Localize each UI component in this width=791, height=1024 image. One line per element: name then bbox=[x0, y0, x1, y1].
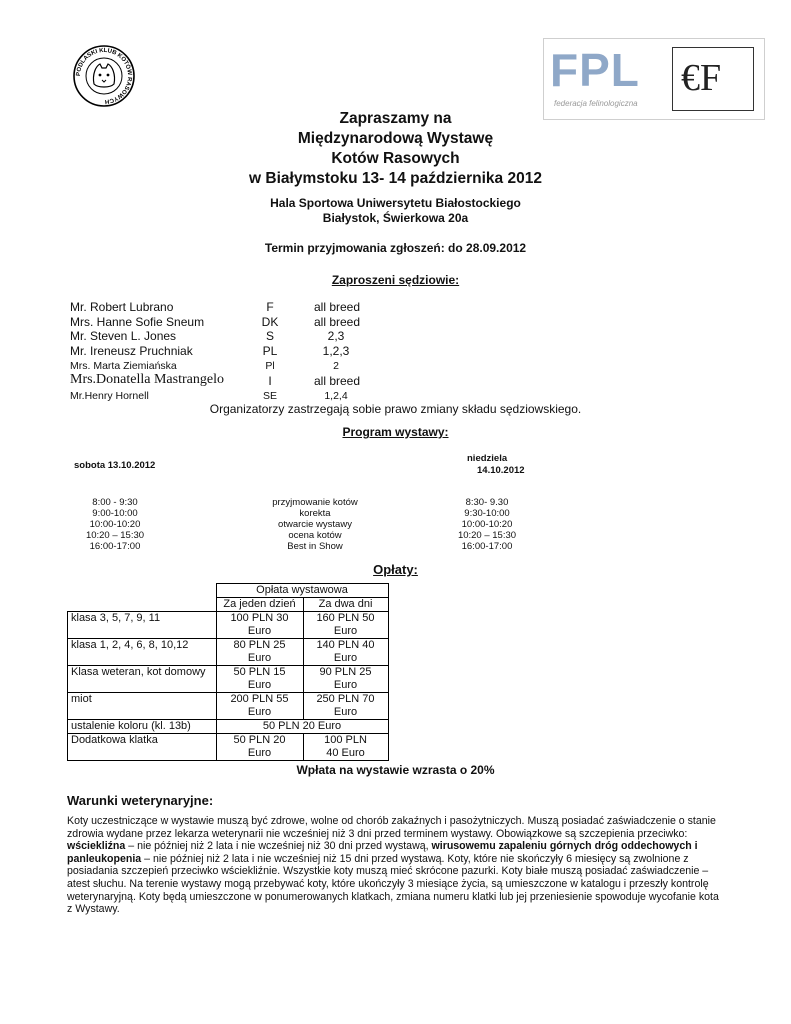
fee-one-day-unit: Euro bbox=[247, 679, 272, 691]
fee-one-day: 200 PLN 55 bbox=[230, 693, 289, 705]
judge-name-4: Mr. Ireneusz Pruchniak bbox=[70, 344, 193, 358]
fee-color-value: 50 PLN 20 Euro bbox=[216, 720, 388, 734]
fee-two-days: 140 PLN 40 bbox=[316, 639, 375, 651]
program-day2-line2: 14.10.2012 bbox=[477, 465, 525, 476]
svg-text:PODLASKI KLUB KOTÓW RASOWYCH bbox=[76, 48, 133, 104]
fee-two-days: 160 PLN 50 bbox=[316, 612, 375, 624]
program-sat-1: 8:00 - 9:30 bbox=[92, 497, 138, 508]
judge-breeds-3: 2,3 bbox=[327, 329, 345, 343]
club-logo bbox=[72, 44, 136, 108]
fees-col-one: Za jeden dzień bbox=[216, 598, 303, 612]
table-row bbox=[68, 639, 389, 666]
judge-breeds-4: 1,2,3 bbox=[322, 344, 350, 358]
vet-text bbox=[67, 815, 727, 916]
program-heading: Program wystawy: bbox=[342, 425, 449, 439]
fees-header: Opłata wystawowa bbox=[216, 584, 388, 598]
judge-country-4: PL bbox=[262, 344, 278, 358]
fee-label: miot bbox=[68, 693, 217, 720]
judges-note: Organizatorzy zastrzegają sobie prawo zmiany składu sędziowskiego. bbox=[209, 402, 582, 416]
fee-two-days-unit: Euro bbox=[333, 652, 358, 664]
title-line-3: Kotów Rasowych bbox=[331, 150, 460, 167]
vet-text-part-2: – nie później niż 2 lata i nie wcześniej niż 30 dni przed wystawą, bbox=[125, 840, 432, 853]
judge-name-1: Mr. Robert Lubrano bbox=[70, 300, 174, 314]
venue-line-1: Hala Sportowa Uniwersytetu Białostockiego bbox=[270, 196, 521, 210]
fees-col-two: Za dwa dni bbox=[303, 598, 388, 612]
fee-one-day-unit: Euro bbox=[247, 706, 272, 718]
fee-two-days-unit: 40 Euro bbox=[326, 747, 365, 759]
program-sun-1: 8:30- 9.30 bbox=[465, 497, 509, 508]
fee-two-days-unit: Euro bbox=[333, 706, 358, 718]
program-sat-4: 10:20 – 15:30 bbox=[85, 530, 145, 541]
judge-breeds-6: all breed bbox=[314, 374, 361, 388]
fees-table bbox=[67, 583, 389, 761]
fee-one-day: 50 PLN 15 bbox=[233, 666, 286, 678]
fpl-logo-sub: federacja felinologiczna bbox=[554, 99, 638, 108]
fee-label: Klasa weteran, kot domowy bbox=[68, 666, 217, 693]
fee-two-days: 250 PLN 70 bbox=[316, 693, 375, 705]
club-logo-text: PODLASKI KLUB KOTÓW RASOWYCH bbox=[75, 47, 133, 105]
fee-label: ustalenie koloru (kl. 13b) bbox=[68, 720, 217, 734]
fee-one-day: 100 PLN 30 bbox=[230, 612, 289, 624]
fee-increase: Wpłata na wystawie wzrasta o 20% bbox=[296, 763, 495, 777]
fee-one-day-unit: Euro bbox=[247, 652, 272, 664]
vet-text-part-3: – nie później niż 2 lata i nie wcześniej niż 15 dni przed wystawą. Koty, które nie skończyły 6 miesięcy są zwolnione z posiadania szczepień przeciwko wściekliźnie. Wszystkie koty muszą mieć skrócone pazurki. Koty białe muszą posiadać zaświadczenie – atest słuchu. Na terenie wystawy mogą przebywać koty, które ukończyły 3 miesiące życia, są umieszczone w katalogu i przeszły kontrolę weterynaryjną. Koty będą umieszczone w ponumerowanych klatkach, zmiana numeru klatki lub jej przeniesienie spowoduje wycofanie kota z Wystawy. bbox=[67, 852, 719, 916]
vet-heading: Warunki weterynaryjne: bbox=[67, 793, 214, 808]
judge-country-3: S bbox=[265, 329, 274, 343]
fee-two-days: 100 PLN bbox=[324, 734, 367, 746]
fee-label: klasa 1, 2, 4, 6, 8, 10,12 bbox=[68, 639, 217, 666]
fee-label: klasa 3, 5, 7, 9, 11 bbox=[68, 612, 217, 639]
program-sat-3: 10:00-10:20 bbox=[89, 519, 141, 530]
table-row bbox=[68, 720, 389, 734]
program-sat-5: 16:00-17:00 bbox=[89, 541, 141, 552]
fpl-logo bbox=[543, 38, 765, 120]
judge-breeds-1: all breed bbox=[314, 300, 361, 314]
judge-country-2: DK bbox=[261, 315, 279, 329]
judge-name-7: Mr.Henry Hornell bbox=[70, 390, 149, 402]
fee-one-day-unit: Euro bbox=[247, 625, 272, 637]
judge-country-5: Pl bbox=[265, 360, 275, 372]
title-line-2: Międzynarodową Wystawę bbox=[297, 130, 494, 147]
judge-breeds-7: 1,2,4 bbox=[324, 390, 348, 402]
judge-country-7: SE bbox=[262, 390, 277, 402]
vet-text-bold-2: wirusowemu zapaleniu górnych dróg oddechowych i panleukopenia bbox=[67, 840, 698, 865]
program-event-5: Best in Show bbox=[287, 541, 343, 552]
fife-mark-text: €F bbox=[681, 57, 722, 99]
program-sun-4: 10:20 – 15:30 bbox=[457, 530, 517, 541]
judge-breeds-5: 2 bbox=[333, 360, 339, 372]
vet-text-bold-1: wściekliźna bbox=[67, 840, 126, 853]
fee-one-day: 50 PLN 20 bbox=[233, 734, 286, 746]
table-row bbox=[68, 612, 389, 639]
table-row bbox=[68, 734, 389, 761]
program-day2-line1: niedziela bbox=[467, 453, 508, 464]
venue-line-2: Białystok, Świerkowa 20a bbox=[322, 211, 469, 225]
program-event-2: korekta bbox=[299, 508, 331, 519]
program-sat-2: 9:00-10:00 bbox=[92, 508, 138, 519]
judge-name-2: Mrs. Hanne Sofie Sneum bbox=[70, 315, 205, 329]
fees-heading: Opłaty: bbox=[373, 562, 418, 577]
fee-two-days-unit: Euro bbox=[333, 679, 358, 691]
judge-name-6: Mrs.Donatella Mastrangelo bbox=[70, 372, 224, 387]
title-line-1: Zapraszamy na bbox=[339, 110, 452, 127]
program-sun-3: 10:00-10:20 bbox=[461, 519, 513, 530]
fee-one-day: 80 PLN 25 bbox=[233, 639, 286, 651]
title-line-4: w Białymstoku 13- 14 października 2012 bbox=[249, 170, 542, 187]
judge-name-5: Mrs. Marta Ziemiańska bbox=[70, 360, 177, 372]
fee-one-day-unit: Euro bbox=[247, 747, 272, 759]
judges-heading: Zaproszeni sędziowie: bbox=[331, 273, 460, 287]
table-row bbox=[68, 693, 389, 720]
deadline: Termin przyjmowania zgłoszeń: do 28.09.2012 bbox=[264, 241, 527, 255]
program-day1: sobota 13.10.2012 bbox=[74, 460, 156, 471]
fife-mark-icon bbox=[672, 47, 754, 111]
judge-breeds-2: all breed bbox=[314, 315, 361, 329]
program-event-1: przyjmowanie kotów bbox=[272, 497, 358, 508]
program-event-4: ocena kotów bbox=[288, 530, 342, 541]
judge-name-3: Mr. Steven L. Jones bbox=[70, 329, 177, 343]
program-sun-2: 9:30-10:00 bbox=[464, 508, 510, 519]
fpl-logo-main: FPL bbox=[550, 44, 640, 96]
program-sun-5: 16:00-17:00 bbox=[461, 541, 513, 552]
judge-country-1: F bbox=[266, 300, 274, 314]
fee-two-days-unit: Euro bbox=[333, 625, 358, 637]
judge-country-6: I bbox=[268, 374, 272, 388]
fee-label: Dodatkowa klatka bbox=[68, 734, 217, 761]
fee-two-days: 90 PLN 25 bbox=[319, 666, 372, 678]
vet-text-part-1: Koty uczestniczące w wystawie muszą być zdrowe, wolne od chorób zakaźnych i pasożytniczych. Muszą posiadać zaświadczenie o stanie zdrowia wydane przez lekarza weterynarii nie wcześniej niż 3 dni przed terminem wystawy. Obowiązkowe są szczepienia przeciwko: bbox=[67, 815, 716, 840]
program-event-3: otwarcie wystawy bbox=[278, 519, 352, 530]
table-row bbox=[68, 666, 389, 693]
